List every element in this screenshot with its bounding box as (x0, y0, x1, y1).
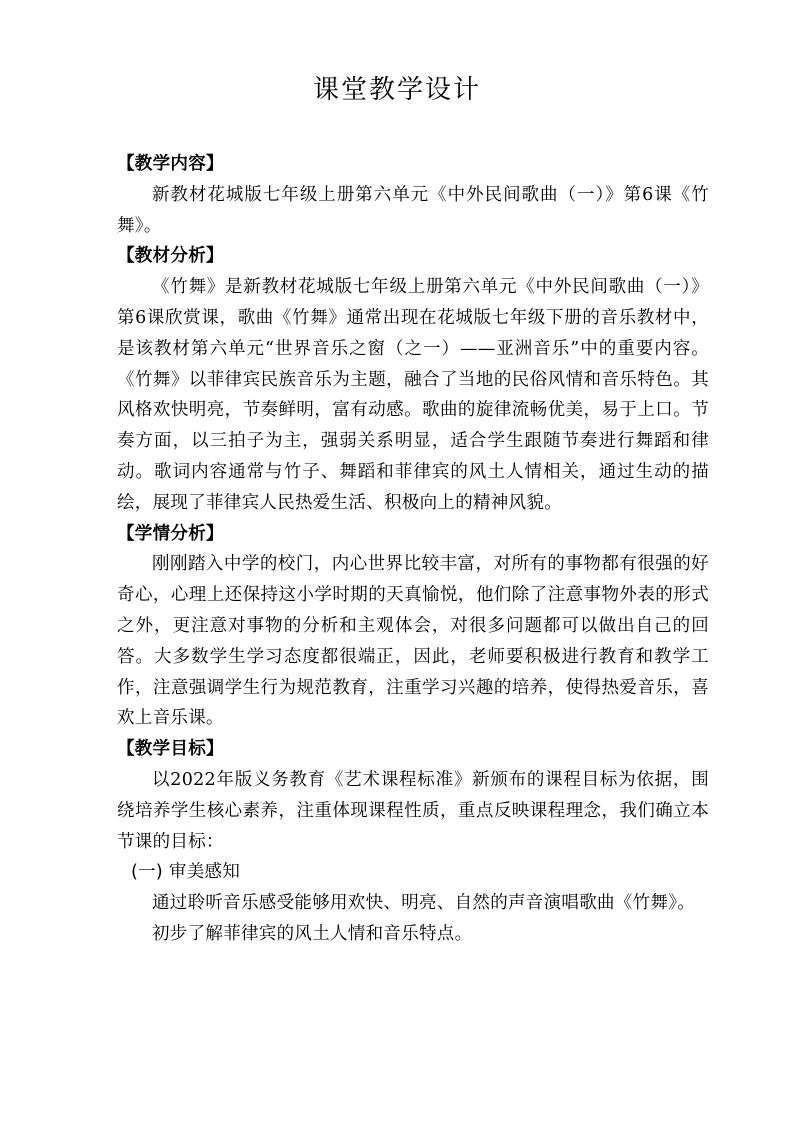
paragraph-teaching-content: 新教材花城版七年级上册第六单元《中外民间歌曲（一）》第6课《竹舞》。 (117, 184, 709, 236)
section-heading-material-analysis: 【教材分析】 (117, 246, 224, 267)
document-title: 课堂教学设计 (312, 75, 481, 105)
section-heading-teaching-goals: 【教学目标】 (117, 739, 224, 760)
paragraph-goal-singing: 通过聆听音乐感受能够用欢快、明亮、自然的声音演唱歌曲《竹舞》。 (152, 893, 696, 914)
paragraph-teaching-goals: 以2022年版义务教育《艺术课程标准》新颁布的课程目标为依据，围绕培养学生核心素养，注重体现课程性质，重点反映课程理念，我们确立本节课的目标： (117, 769, 709, 852)
subheading-aesthetic-perception: (一) 审美感知 (131, 862, 241, 883)
section-heading-student-analysis: 【学情分析】 (117, 523, 224, 544)
paragraph-goal-culture: 初步了解菲律宾的风土人情和音乐特点。 (152, 923, 473, 944)
section-heading-teaching-content: 【教学内容】 (117, 154, 224, 174)
paragraph-material-analysis: 《竹舞》是新教材花城版七年级上册第六单元《中外民间歌曲（一）》第6课欣赏课，歌曲《竹舞》通常出现在花城版七年级下册的音乐教材中，是该教材第六单元“世界音乐之窗（之一）——亚洲音乐”中的重要内容。《竹舞》以菲律宾民族音乐为主题，融合了当地的民俗风情和音乐特色。其风格欢快明亮，节奏鲜明，富有动感。歌曲的旋律流畅优美，易于上口。节奏方面，以三拍子为主，强弱关系明显，适合学生跟随节奏进行舞蹈和律动。歌词内容通常与竹子、舞蹈和菲律宾的风土人情相关，通过生动的描绘，展现了菲律宾人民热爱生活、积极向上的精神风貌。 (117, 277, 709, 513)
document-body (117, 149, 709, 950)
paragraph-student-analysis: 刚刚踏入中学的校门，内心世界比较丰富，对所有的事物都有很强的好奇心，心理上还保持这小学时期的天真愉悦，他们除了注意事物外表的形式之外，更注意对事物的分析和主观体会，对很多问题都可以做出自己的回答。大多数学生学习态度都很端正，因此，老师要积极进行教育和教学工作，注意强调学生行为规范教育，注重学习兴趣的培养，使得热爱音乐，喜欢上音乐课。 (117, 554, 709, 729)
